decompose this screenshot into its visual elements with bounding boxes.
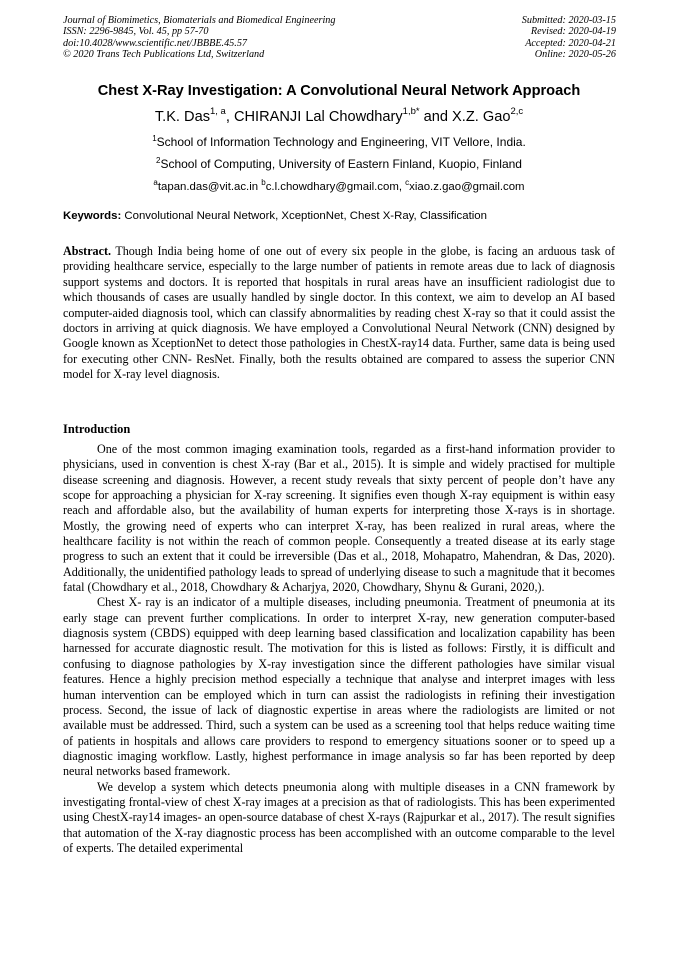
email-link[interactable]: c.l.chowdhary@gmail.com, bbox=[265, 180, 406, 193]
abstract-label: Abstract. bbox=[63, 244, 112, 258]
journal-header bbox=[63, 15, 616, 61]
author-name: T.K. Das bbox=[154, 108, 210, 125]
author-name: X.Z. Gao bbox=[452, 108, 511, 125]
copyright-notice: © 2020 Trans Tech Publications Ltd, Switzerland bbox=[63, 49, 265, 61]
section-heading-introduction: Introduction bbox=[63, 422, 131, 436]
header-row bbox=[63, 49, 616, 60]
body-paragraph: We develop a system which detects pneumonia along with multiple diseases in a CNN framework by investigating frontal-view of chest X-ray images at a precision as that of radiologists. This has been experimented using ChestX-ray14 images- an open-source database of chest X-rays (Rajpurkar et al., 2017). The result signifies that automation of the X-ray diagnostic process has been accomplished with an outcome comparable to the level of experts. The detailed experimental bbox=[63, 779, 615, 855]
keywords-text: Convolutional Neural Network, XceptionNet, Chest X-Ray, Classification bbox=[121, 210, 487, 222]
header-row bbox=[63, 15, 616, 26]
author-superscript: 1,b* bbox=[402, 106, 420, 117]
introduction-body bbox=[63, 442, 615, 856]
affiliation-superscript: 2 bbox=[156, 156, 161, 165]
header-row bbox=[63, 26, 616, 37]
email-link[interactable]: xiao.z.gao@gmail.com bbox=[409, 180, 525, 193]
submitted-date: Submitted: 2020-03-15 bbox=[521, 15, 616, 26]
affiliation-text: School of Information Technology and Engineering, VIT Vellore, India. bbox=[156, 135, 526, 149]
keywords-label: Keywords: bbox=[63, 210, 122, 222]
author-separator: , bbox=[225, 108, 234, 125]
author-separator: and bbox=[419, 108, 453, 125]
email-superscript: b bbox=[261, 178, 266, 187]
abstract-text: Though India being home of one out of every six people in the globe, is facing an arduous task of providing healthcare service, especially to the large number of patients in remote areas due to lack of diagnosis support systems and doctors. It is reported that hospitals in rural areas have an insufficient radiologist due to which thousands of cases are usually handled by single doctor. In this context, we aim to develop an AI based computer-aided diagnosis tool, which can classify abnormalities by reading chest X-ray so that it could assist the doctors in arriving at quick diagnosis. We have employed a Convolutional Neural Network (CNN) designed by Google known as XceptionNet to detect those pathologies in ChestX-ray14 data. Further, same data is being used for executing other CNN- ResNet. Finally, both the results obtained are compared to assess the superior CNN model for X-ray level diagnosis. bbox=[63, 244, 615, 382]
author-emails bbox=[40, 175, 638, 195]
body-paragraph: Chest X- ray is an indicator of a multiple diseases, including pneumonia. Treatment of pneumonia at its early stage can prevent further complications. In order to interpret X-ray, new generation computer-based diagnosis system (CBDS) equipped with deep learning based classification and localization capability has been harnessed for accurate diagnostic result. The motivation for this is listed as follows: Firstly, it is difficult and confusing to diagnose pathologies by X-ray investigation since the different pathologies have similar visual features. Hence a highly precision method especially a technique that analyse and interpret images with less human intervention can be employed which in turn can assist the radiologists in refining their investigation process. Second, the issue of lack of diagnostic expertise in areas where the radiologists are limited or not available must be addressed. Third, such a system can be used as a screening tool that helps reduce waiting time of patients in hospitals and allows care providers to respond to emergency situations sooner or to speed up a diagnostic imaging workflow. Lastly, highest performance in image analysis so far has been reported by deep neural networks based framework. bbox=[63, 595, 615, 779]
email-superscript: a bbox=[153, 178, 158, 187]
author-name: CHIRANJI Lal Chowdhary bbox=[233, 108, 403, 125]
affiliation-1 bbox=[40, 131, 638, 150]
journal-name: Journal of Biomimetics, Biomaterials and Biomedical Engineering bbox=[63, 15, 336, 26]
paper-title: Chest X-Ray Investigation: A Convolutional Neural Network Approach bbox=[97, 83, 581, 99]
online-date: Online: 2020-05-26 bbox=[534, 49, 616, 61]
issn-info: ISSN: 2296-9845, Vol. 45, pp 57-70 bbox=[63, 26, 209, 38]
accepted-date: Accepted: 2020-04-21 bbox=[525, 37, 616, 49]
affiliation-2 bbox=[40, 153, 638, 172]
author-superscript: 1, a bbox=[210, 106, 226, 117]
header-row bbox=[63, 38, 616, 49]
email-superscript: c bbox=[405, 178, 410, 187]
affiliation-text: School of Computing, University of Eastern Finland, Kuopio, Finland bbox=[160, 157, 522, 171]
author-superscript: 2,c bbox=[510, 106, 524, 117]
keywords bbox=[63, 209, 623, 223]
affiliation-superscript: 1 bbox=[152, 134, 157, 143]
author-list bbox=[40, 104, 638, 126]
revised-date: Revised: 2020-04-19 bbox=[530, 26, 616, 38]
doi-link[interactable]: doi:10.4028/www.scientific.net/JBBBE.45.57 bbox=[63, 37, 248, 49]
body-paragraph: One of the most common imaging examination tools, regarded as a first-hand information provider to physicians, used in convention is chest X-ray (Bar et al., 2015). It is simple and widely practised for multiple disease screening and diagnosis. However, a recent study reveals that sixty percent of people don’t have any scope for approaching a physician for X-ray screening. It signifies even though X-ray equipment is within easy reach and affordable also, but the availability of human experts for interpreting those X-rays is in shortage. Mostly, the growing need of experts who can interpret X-ray, has been realized in rural areas, where the healthcare facility is not within the reach of common people. Consequently a treated disease at its early stage progress to such an extent that it could be irreversible (Das et al., 2018, Mohapatro, Mahendran, & Das, 2020). Additionally, the unidentified pathology leads to spread of underlying disease to such a magnitude that it becomes fatal (Chowdhary et al., 2018, Chowdhary & Acharjya, 2020, Chowdhary, Shynu & Gurani, 2020,). bbox=[63, 442, 615, 595]
abstract bbox=[63, 244, 615, 383]
email-link[interactable]: tapan.das@vit.ac.in bbox=[157, 180, 262, 193]
